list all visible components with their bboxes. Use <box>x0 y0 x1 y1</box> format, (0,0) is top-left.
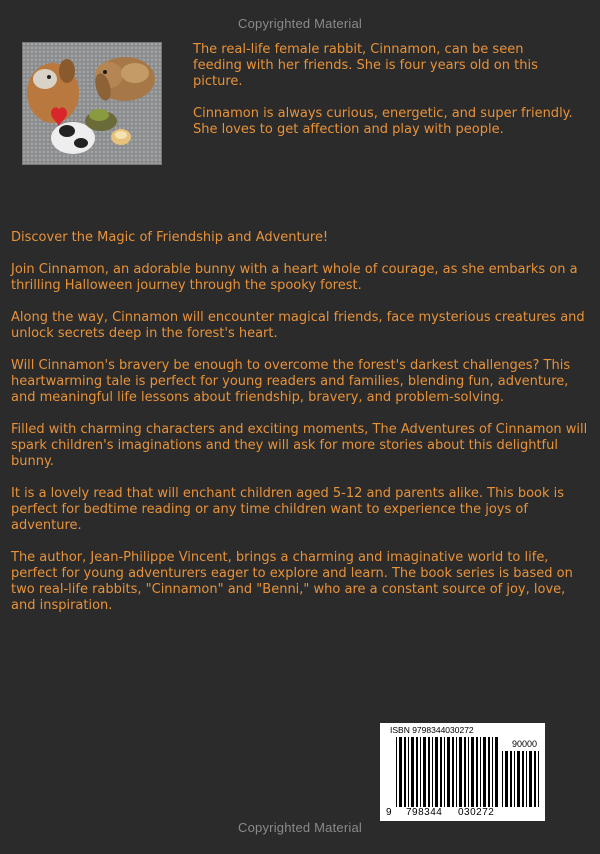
barcode-bar <box>471 737 474 807</box>
barcode-bar <box>428 737 430 807</box>
barcode-bar <box>456 737 457 807</box>
barcode-bar <box>476 737 478 807</box>
barcode-bar <box>396 737 397 807</box>
barcode-bar <box>538 751 539 807</box>
barcode-bar <box>534 751 536 807</box>
barcode-bar <box>411 737 414 807</box>
description-paragraph-2: Along the way, Cinnamon will encounter magical friends, face mysterious creatures and unlock secrets deep in the forest's heart. <box>11 310 585 341</box>
caption-paragraph-1: The real-life female rabbit, Cinnamon, can be seen feeding with her friends. She is four years old on this picture. <box>193 42 538 89</box>
barcode-bar <box>492 737 493 807</box>
barcode-bar <box>522 751 524 807</box>
barcode-bar <box>447 737 450 807</box>
barcode-bar <box>420 737 421 807</box>
barcode-bar <box>495 737 498 807</box>
barcode-bar <box>510 751 512 807</box>
isbn-barcode <box>380 723 545 821</box>
barcode-bar <box>459 737 462 807</box>
barcode-bar <box>432 737 433 807</box>
ean-left-digits: 798344 <box>406 807 443 818</box>
barcode-bar <box>505 751 508 807</box>
description-headline: Discover the Magic of Friendship and Adventure! <box>11 230 329 245</box>
author-paragraph: The author, Jean-Philippe Vincent, brings a charming and imaginative world to life, perfect for young adventurers eager to explore and learn. The book series is based on two real-life rabbits, "Cinnamon" and "Benni," who are a constant source of joy, love, and inspiration. <box>11 550 573 613</box>
ean-right-digits: 030272 <box>458 807 495 818</box>
barcode-bar <box>468 737 469 807</box>
barcode-bar <box>464 737 466 807</box>
caption-paragraph-2: Cinnamon is always curious, energetic, and super friendly. She loves to get affection and play with people. <box>193 106 573 137</box>
barcode-bar <box>529 751 532 807</box>
ean-first-digit: 9 <box>386 807 392 818</box>
description-paragraph-3: Will Cinnamon's bravery be enough to overcome the forest's darkest challenges? This heartwarming tale is perfect for young readers and families, blending fun, adventure, and meaningful life lessons about friendship, bravery, and problem-solving. <box>11 358 571 405</box>
copyright-watermark-top: Copyrighted Material <box>238 16 362 31</box>
copyright-watermark-bottom: Copyrighted Material <box>238 820 362 835</box>
barcode-bar <box>452 737 454 807</box>
rabbit-photo-illustration <box>23 43 161 164</box>
description-paragraph-1: Join Cinnamon, an adorable bunny with a heart whole of courage, as she embarks on a thrilling Halloween journey through the spooky forest. <box>11 262 578 293</box>
barcode-bar <box>517 751 520 807</box>
barcode-bar <box>483 737 486 807</box>
photo-caption <box>193 42 573 154</box>
barcode-bar <box>404 737 406 807</box>
barcode-bar <box>416 737 418 807</box>
barcode-bar <box>399 737 402 807</box>
barcode-bar <box>480 737 481 807</box>
barcode-bar <box>435 737 438 807</box>
barcode-bar <box>502 751 503 807</box>
book-description <box>11 230 589 630</box>
rabbit-photo <box>22 42 162 165</box>
price-code: 90000 <box>511 739 537 749</box>
barcode-bar <box>408 737 409 807</box>
description-paragraph-4: Filled with charming characters and exciting moments, The Adventures of Cinnamon will spark children's imaginations and they will ask for more stories about this delightful bunny. <box>11 422 588 469</box>
barcode-bar <box>423 737 426 807</box>
isbn-label: ISBN 9798344030272 <box>390 725 474 735</box>
barcode-bar <box>444 737 445 807</box>
barcode-bar <box>514 751 515 807</box>
description-paragraph-5: It is a lovely read that will enchant children aged 5-12 and parents alike. This book is perfect for bedtime reading or any time children want to experience the joys of adventure. <box>11 486 565 533</box>
barcode-bar <box>526 751 527 807</box>
barcode-bar <box>488 737 490 807</box>
barcode-bar <box>440 737 442 807</box>
